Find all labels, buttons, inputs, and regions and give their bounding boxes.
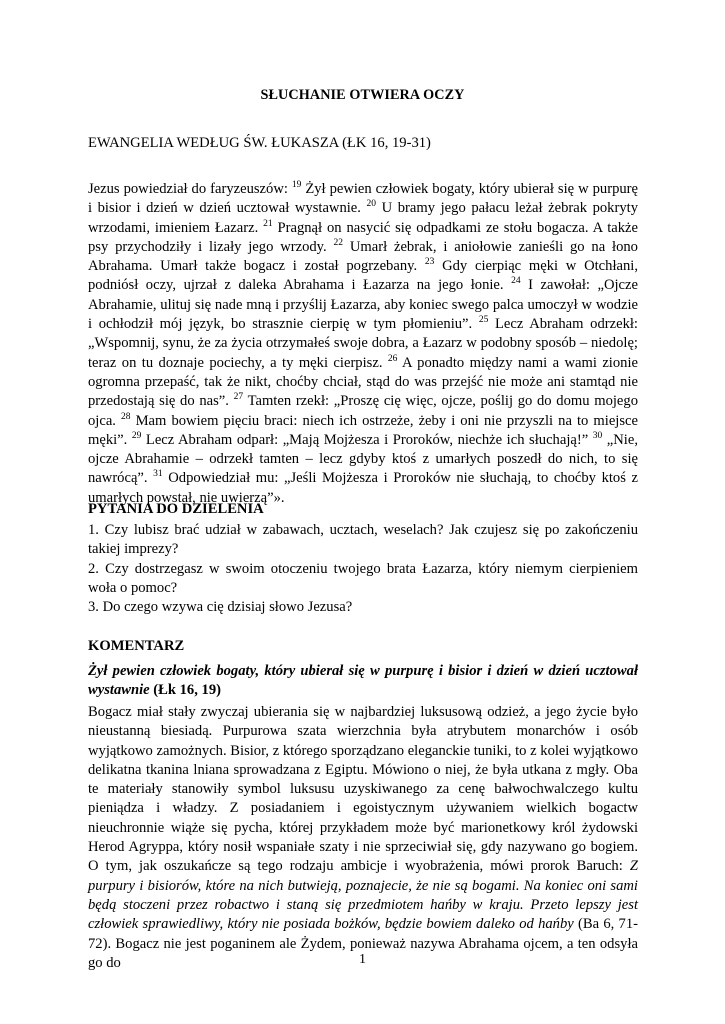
verse-text: Tamten rzekł: „Proszę cię więc, ojcze, poślij go do domu mojego ojca. xyxy=(88,393,638,429)
question-item: 3. Do czego wzywa cię dzisiaj słowo Jezusa? xyxy=(88,599,353,616)
verse-text: Lecz Abraham odparł: „Mają Mojżesza i Proroków, niechże ich słuchają!” xyxy=(141,431,593,448)
verse-text: U bramy jego pałacu leżał żebrak pokryty wrzodami, imieniem Łazarz. xyxy=(88,200,638,236)
verse-number: 19 xyxy=(291,180,302,190)
commentary-quote xyxy=(88,662,638,701)
commentary-quote-reference: (Łk 16, 19) xyxy=(149,682,221,699)
verse-number: 26 xyxy=(387,353,398,364)
page-title: SŁUCHANIE OTWIERA OCZY xyxy=(260,87,465,103)
verse-text: Mam bowiem pięciu braci: niech ich ostrzeże, żeby i oni nie przyszli na to miejsce męki”. xyxy=(88,412,638,448)
verse-text: Gdy cierpiąc męki w Otchłani, podniósł oczy, ujrzał z daleka Abrahama i Łazarza na jego łonie. xyxy=(88,258,638,294)
verse-number: 31 xyxy=(153,469,163,480)
verse-text: Umarł żebrak, i aniołowie zanieśli go na łono Abrahama. Umarł także bogacz i został pogrzebany. xyxy=(88,238,638,275)
verse-text: Odpowiedział mu: „Jeśli Mojżesza i Proroków nie słuchają, to choćby ktoś z umarłych powstał, nie uwierzą”». xyxy=(88,470,638,506)
questions-heading: PYTANIA DO DZIELENIA xyxy=(88,501,264,517)
verse-number: 27 xyxy=(233,392,244,403)
commentary-paragraph: Bogacz miał stały zwyczaj ubierania się w najbardziej luksusową odzież, a jego życie było nieustanną biesiadą. Purpurowa szata wierzchnia była atrybutem monarchów i osób wyjątkowo zamożnych. Bisior, z którego sporządzano eleganckie tuniki, to z kolei wyjątkowo delikatna tkanina lniana sprowadzana z Egiptu. Mówiono o niej, że była utkana z mgły. Oba te materiały stanowiły symbol luksusu uzyskiwanego za cenę bałwochwalczego kultu pieniądza i władzy. Z posiadaniem i egoistycznym używaniem wielkich bogactw nieuchronnie wiąże się pycha, której przykładem może być marionetkowy król żydowski Herod Agryppa, który nosił wspaniałe szaty i nie sprzeciwiał się, gdy nazywano go bogiem. O tym, jak oszukańcze są tego rodzaju ambicje i wyobrażenia, mówi prorok Baruch: xyxy=(88,704,638,875)
commentary-text xyxy=(88,703,638,973)
verse-number: 29 xyxy=(131,430,142,441)
gospel-intro: Jezus powiedział do faryzeuszów: xyxy=(88,181,292,197)
verse-number: 20 xyxy=(366,199,377,210)
verse-text: Pragnął on nasycić się odpadkami ze stołu bogacza. A także psy przychodziły i lizały jego wrzody. xyxy=(88,219,638,255)
verse-number: 22 xyxy=(333,237,344,248)
verse-text: Lecz Abraham odrzekł: „Wspomnij, synu, że za życia otrzymałeś swoje dobra, a Łazarz w podobny sposób – niedolę; teraz on tu doznaje pociechy, a ty męki cierpisz. xyxy=(88,316,638,371)
verse-number: 23 xyxy=(424,257,435,268)
verse-text: I zawołał: „Ojcze Abrahamie, ulituj się nade mną i przyślij Łazarza, aby koniec swego palca umoczył w wodzie i ochłodził mój język, bo strasznie cierpię w tym płomieniu”. xyxy=(88,277,638,333)
question-item: 2. Czy dostrzegasz w swoim otoczeniu twojego brata Łazarza, który niemym cierpieniem woła o pomoc? xyxy=(88,560,638,596)
baruch-quote: Z purpury i bisiorów, które na nich butwieją, poznajecie, że nie są bogami. Na koniec oni sami będą stoczeni przez robactwo i staną się przedmiotem hańby w kraju. Przeto lepszy jest człowiek sprawiedliwy, który nie posiada bożków, będzie bowiem daleko od hańby xyxy=(88,858,638,933)
commentary-heading: KOMENTARZ xyxy=(88,638,185,654)
verse-number: 28 xyxy=(121,411,131,422)
questions-list xyxy=(88,521,638,617)
question-item: 1. Czy lubisz brać udział w zabawach, ucztach, weselach? Jak czujesz się po zakończeniu takiej imprezy? xyxy=(88,522,638,558)
commentary-paragraph-end: (Ba 6, 71-72). Bogacz nie jest poganinem ale Żydem, ponieważ nazywa Abrahama ojcem, a ten odsyła go do xyxy=(88,916,638,971)
verse-text: Żył pewien człowiek bogaty, który ubierał się w purpurę i bisior i dzień w dzień ucztował wystawnie. xyxy=(88,181,638,217)
commentary-quote-text: Żył pewien człowiek bogaty, który ubierał się w purpurę i bisior i dzień w dzień ucztował wystawnie xyxy=(88,663,638,699)
page-number: 1 xyxy=(359,952,366,967)
verse-number: 30 xyxy=(592,430,603,441)
gospel-reference: EWANGELIA WEDŁUG ŚW. ŁUKASZA (ŁK 16, 19-31) xyxy=(88,135,431,151)
verse-number: 21 xyxy=(263,218,273,229)
verse-text: „Nie, ojcze Abrahamie – odrzekł tamten – lecz gdyby ktoś z umarłych poszedł do nich, to się nawrócą”. xyxy=(88,431,638,487)
verse-number: 25 xyxy=(478,315,489,326)
gospel-text xyxy=(88,180,638,508)
verse-number: 24 xyxy=(511,276,521,287)
verse-text: A ponadto między nami a wami zionie ogromna przepaść, tak że nikt, choćby chciał, stąd do was przejść nie może ani stamtąd nie przedostają się do nas”. xyxy=(88,354,638,410)
